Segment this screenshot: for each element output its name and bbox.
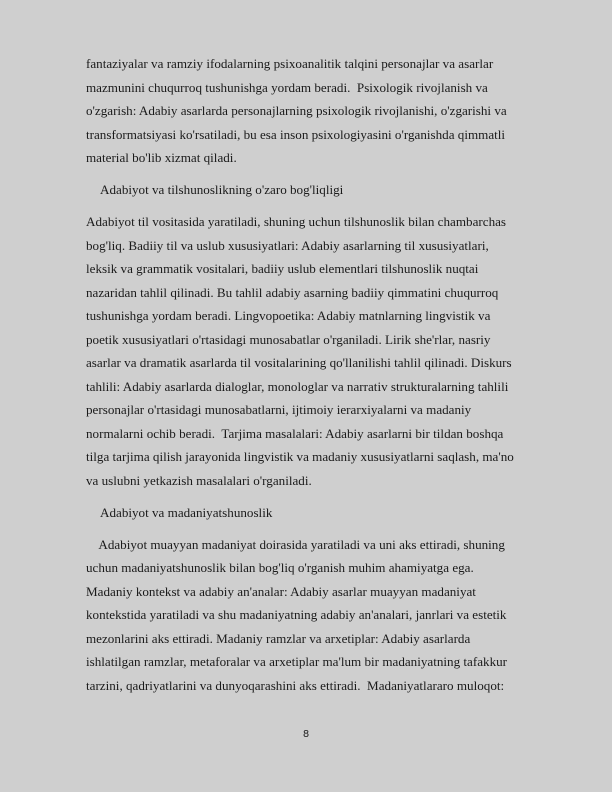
text-line: tushunishga yordam beradi. Lingvopoetika: Adabiy matnlarning lingvistik va [86,308,491,323]
text-line: leksik va grammatik vositalari, badiiy uslub elementlari tilshunoslik nuqtai [86,261,479,276]
paragraph-psychoanalysis [86,52,546,170]
paragraph-gap [86,202,546,211]
heading-literature-culture [86,501,546,525]
heading-literature-linguistics [86,178,546,202]
text-line: kontekstida yaratiladi va shu madaniyatning adabiy an'analari, janrlari va estetik [86,607,507,622]
paragraph-culture [86,533,546,698]
text-line: asarlar va dramatik asarlarda til vositalarining qo'llanilishi tahlil qilinadi. Diskurs [86,355,512,370]
text-line: normalarni ochib beradi. Tarjima masalalari: Adabiy asarlarni bir tildan boshqa [86,425,504,441]
text-line: bog'liq. Badiiy til va uslub xususiyatlari: Adabiy asarlarning til xususiyatlari, [86,237,489,253]
text-line: fantaziyalar va ramziy ifodalarning psixoanalitik talqini personajlar va asarlar [86,56,494,71]
paragraph-linguistics [86,210,546,492]
text-line: transformatsiyasi ko'rsatiladi, bu esa inson psixologiyasini o'rganishda qimmatli [86,126,506,142]
text-line: mazmunini chuqurroq tushunishga yordam beradi. Psixologik rivojlanish va [86,79,488,95]
text-line: tarzini, qadriyatlarini va dunyoqarashini aks ettiradi. Madaniyatlararo muloqot: [86,677,505,693]
text-line: Adabiyot muayyan madaniyat doirasida yaratiladi va uni aks ettiradi, shuning [86,536,505,552]
text-line: personajlar o'rtasidagi munosabatlarni, ijtimoiy ierarxiyalarni va madaniy [86,402,472,417]
text-line: Adabiyot va tilshunoslikning o'zaro bog'liqligi [100,182,344,197]
document-body [86,52,546,697]
text-line: Adabiyot va madaniyatshunoslik [100,504,273,520]
text-line: nazaridan tahlil qilinadi. Bu tahlil adabiy asarning badiiy qimmatini chuqurroq [86,284,499,300]
text-line: o'zgarish: Adabiy asarlarda personajlarning psixologik rivojlanishi, o'zgarishi va [86,103,507,118]
text-line: mezonlarini aks ettiradi. Madaniy ramzlar va arxetiplar: Adabiy asarlarda [86,630,471,646]
text-line: Adabiyot til vositasida yaratiladi, shuning uchun tilshunoslik bilan chambarchas [86,214,507,229]
text-line: Madaniy kontekst va adabiy an'analar: Adabiy asarlar muayyan madaniyat [86,583,476,599]
page-number: 8 [302,729,310,740]
text-line: tahlili: Adabiy asarlarda dialoglar, monologlar va narrativ strukturalarning tahlili [86,378,509,394]
paragraph-gap [86,524,546,533]
text-line: va uslubni yetkazish masalalari o'rganiladi. [86,472,312,488]
paragraph-gap [86,492,546,501]
text-line: ishlatilgan ramzlar, metaforalar va arxetiplar ma'lum bir madaniyatning tafakkur [86,654,508,669]
text-line: uchun madaniyatshunoslik bilan bog'liq o'rganish muhim ahamiyatga ega. [86,560,474,575]
text-line: material bo'lib xizmat qiladi. [86,150,237,165]
paragraph-gap [86,170,546,179]
text-line: poetik xususiyatlari o'rtasidagi munosabatlar o'rganiladi. Lirik she'rlar, nasriy [86,331,491,347]
text-line: tilga tarjima qilish jarayonida lingvistik va madaniy xususiyatlarni saqlash, ma'no [86,449,514,464]
